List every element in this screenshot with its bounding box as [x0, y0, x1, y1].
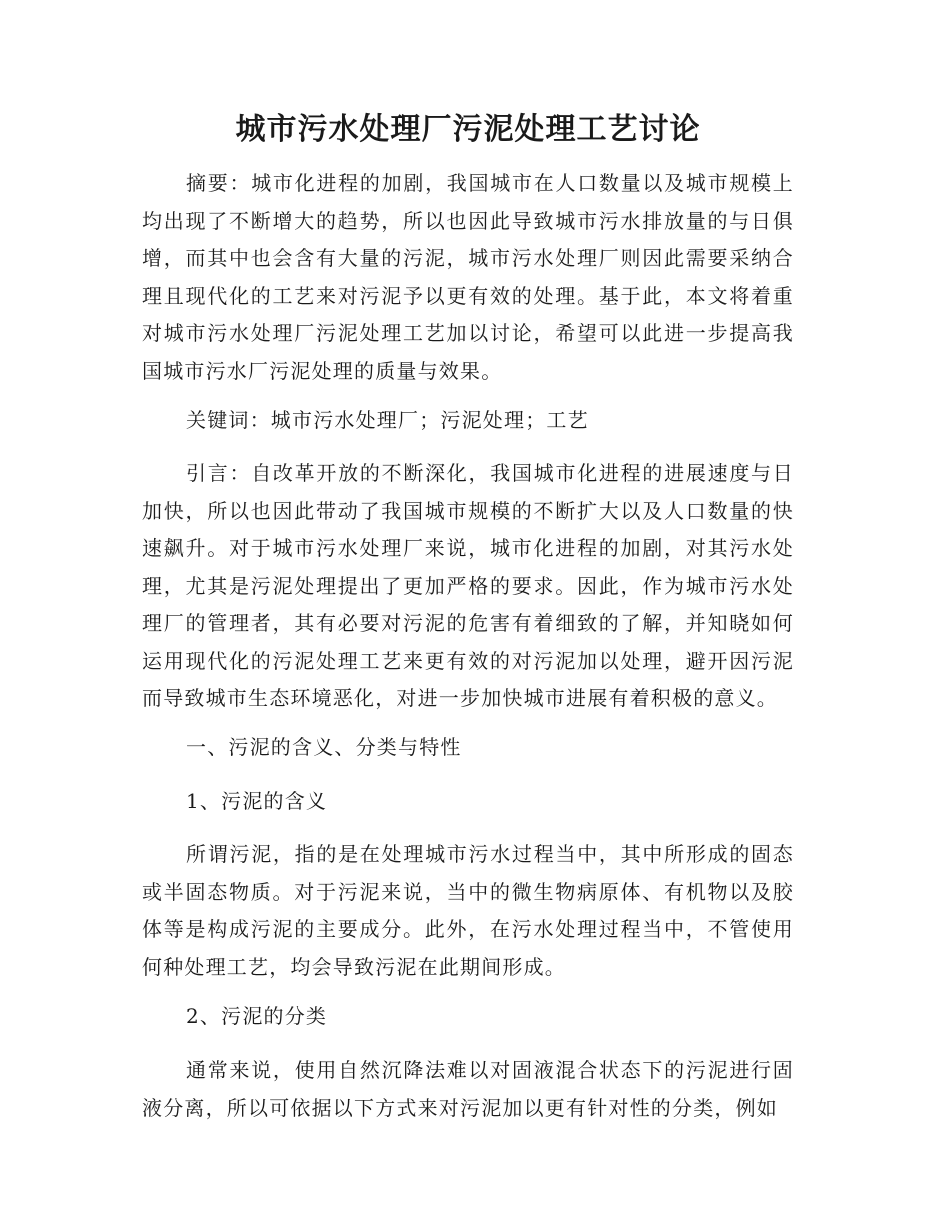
classification-paragraph: 通常来说，使用自然沉降法难以对固液混合状态下的污泥进行固液分离，所以可依据以下方式来对污泥加以更有针对性的分类，例如 — [142, 1058, 794, 1120]
document-title: 城市污水处理厂污泥处理工艺讨论 — [235, 112, 701, 147]
abstract-paragraph: 摘要：城市化进程的加剧，我国城市在人口数量以及城市规模上均出现了不断增大的趋势，所以也因此导致城市污水排放量的与日俱增，而其中也会含有大量的污泥，城市污水处理厂则因此需要采纳合理且现代化的工艺来对污泥予以更有效的处理。基于此，本文将着重对城市污水处理厂污泥处理工艺加以讨论，希望可以此进一步提高我国城市污水厂污泥处理的质量与效果。 — [142, 171, 794, 383]
subsection-heading-2: 2、污泥的分类 — [186, 1004, 328, 1028]
keywords-paragraph: 关键词：城市污水处理厂；污泥处理；工艺 — [186, 408, 589, 432]
definition-paragraph: 所谓污泥，指的是在处理城市污水过程当中，其中所形成的固态或半固态物质。对于污泥来说，当中的微生物病原体、有机物以及胶体等是构成污泥的主要成分。此外，在污水处理过程当中，不管使用何种处理工艺，均会导致污泥在此期间形成。 — [142, 842, 794, 979]
section-heading-1: 一、污泥的含义、分类与特性 — [186, 735, 462, 759]
introduction-paragraph: 引言：自改革开放的不断深化，我国城市化进程的进展速度与日加快，所以也因此带动了我国城市规模的不断扩大以及人口数量的快速飙升。对于城市污水处理厂来说，城市化进程的加剧，对其污水处理，尤其是污泥处理提出了更加严格的要求。因此，作为城市污水处理厂的管理者，其有必要对污泥的危害有着细致的了解，并知晓如何运用现代化的污泥处理工艺来更有效的对污泥加以处理，避开因污泥而导致城市生态环境恶化，对进一步加快城市进展有着积极的意义。 — [142, 461, 794, 710]
subsection-heading-1: 1、污泥的含义 — [186, 789, 328, 813]
